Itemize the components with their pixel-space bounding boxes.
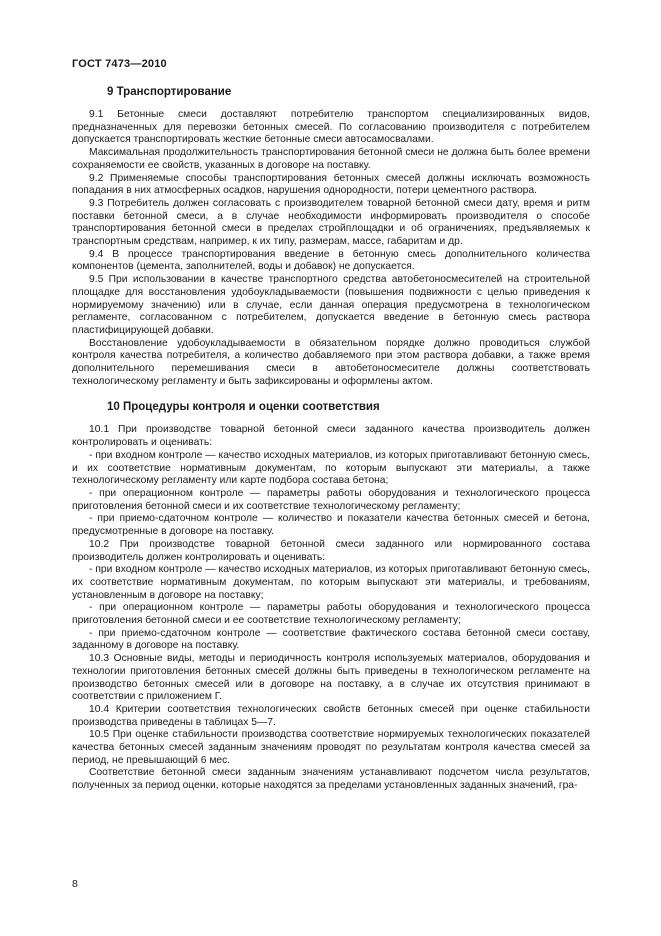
paragraph-9-5-note: Восстановление удобоукладываемости в обязательном порядке должно проводиться службой контроля качества потребителя, а количество добавляемого при этом раствора добавки, а также время дополнительного перемешивания смеси в автобетоносмесителе должны соответствовать технологическому регламенту и быть зафиксированы и оформлены актом. [72, 337, 590, 387]
paragraph-9-2: 9.2 Применяемые способы транспортирования бетонных смесей должны исключать возможность попадания в них атмосферных осадков, нарушения однородности, потери цементного раствора. [72, 172, 590, 197]
paragraph-9-3: 9.3 Потребитель должен согласовать с производителем товарной бетонной смеси дату, время и ритм поставки бетонной смеси, а в случае необходимости информировать производителя о способе транспортирования бетонной смеси в пределах стройплощадки и об ограничениях, предъявляемых к транспортным средствам, например, к их типу, размерам, массе, габаритам и др. [72, 197, 590, 248]
paragraph-10-4: 10.4 Критерии соответствия технологических свойств бетонных смесей при оценке стабильности производства приведены в таблицах 5—7. [72, 703, 590, 728]
paragraph-10-2-item-operational-control: - при операционном контроле — параметры работы оборудования и технологического процесса приготовления бетонной смеси и ее соответствие технологическому регламенту; [72, 602, 590, 627]
paragraph-10-2: 10.2 При производстве товарной бетонной смеси заданного или нормированного состава производитель должен контролировать и оценивать: [72, 538, 590, 563]
section-10-heading: 10 Процедуры контроля и оценки соответствия [107, 401, 380, 414]
paragraph-9-1-note: Максимальная продолжительность транспортирования бетонной смеси не должна быть более времени сохраняемости ее свойств, указанных в договоре на поставку. [72, 147, 590, 171]
paragraph-10-2-item-acceptance-control: - при приемо-сдаточном контроле — соответствие фактического состава бетонной смеси составу, заданному в договоре на поставку. [72, 627, 590, 652]
paragraph-10-1-item-acceptance-control: - при приемо-сдаточном контроле — количество и показатели качества бетонных смесей и бетона, предусмотренные в договоре на поставку. [72, 513, 590, 538]
paragraph-9-5: 9.5 При использовании в качестве транспортного средства автобетоносмесителей на строительной площадке для восстановления удобоукладываемости (повышения подвижности с целью приведения к нормируемому значению) или в случае, если данная операция предусмотрена в технологическом регламенте, согласованном с потребителем, допускается введение в бетонную смесь раствора пластифицирующей добавки. [72, 274, 590, 336]
page-number: 8 [72, 878, 78, 890]
paragraph-10-1-item-input-control: - при входном контроле — качество исходных материалов, из которых приготавливают бетонную смесь, и их соответствие нормативным документам, по которым выпускают эти материалы, а также технологическому регламенту или карте подбора состава бетона; [72, 449, 590, 487]
paragraph-9-1: 9.1 Бетонные смеси доставляют потребителю транспортом специализированных видов, предназначенных для перевозки бетонных смесей. По согласованию производителя с потребителем допускается транспортировать жесткие бетонные смеси автосамосвалами. [72, 109, 590, 146]
document-header: ГОСТ 7473—2010 [72, 58, 167, 70]
paragraph-10-2-item-input-control: - при входном контроле — качество исходных материалов, из которых приготавливают бетонную смесь, их соответствие нормативным документам, по которым выпускают эти материалы, и требованиям, установленным в договоре на поставку; [72, 564, 590, 601]
paragraph-10-3: 10.3 Основные виды, методы и периодичность контроля используемых материалов, оборудования и технологии приготовления бетонных смесей должны быть приведены в технологическом регламенте на производство бетонных смесей или в договоре на поставку, а в случае их отсутствия принимают в соответствии с приложением Г. [72, 653, 590, 703]
paragraph-10-1: 10.1 При производстве товарной бетонной смеси заданного качества производитель должен контролировать и оценивать: [72, 424, 590, 449]
paragraph-9-4: 9.4 В процессе транспортирования введение в бетонную смесь дополнительного количества компонентов (цемента, заполнителей, воды и добавок) не допускается. [72, 248, 590, 273]
paragraph-10-5: 10.5 При оценке стабильности производства соответствие нормируемых технологических показателей качества бетонных смесей заданным значениям проводят по результатам контроля качества смесей за период, не превышающий 6 мес. [72, 729, 590, 766]
paragraph-10-5-note: Соответствие бетонной смеси заданным значениям устанавливают подсчетом числа результатов, полученных за период оценки, которые находятся за пределами установленных заданных значений, гра- [72, 767, 590, 792]
section-9-heading: 9 Транспортирование [107, 86, 232, 98]
paragraph-10-1-item-operational-control: - при операционном контроле — параметры работы оборудования и технологического процесса приготовления бетонной смеси и их соответствие технологическому регламенту; [72, 487, 590, 512]
